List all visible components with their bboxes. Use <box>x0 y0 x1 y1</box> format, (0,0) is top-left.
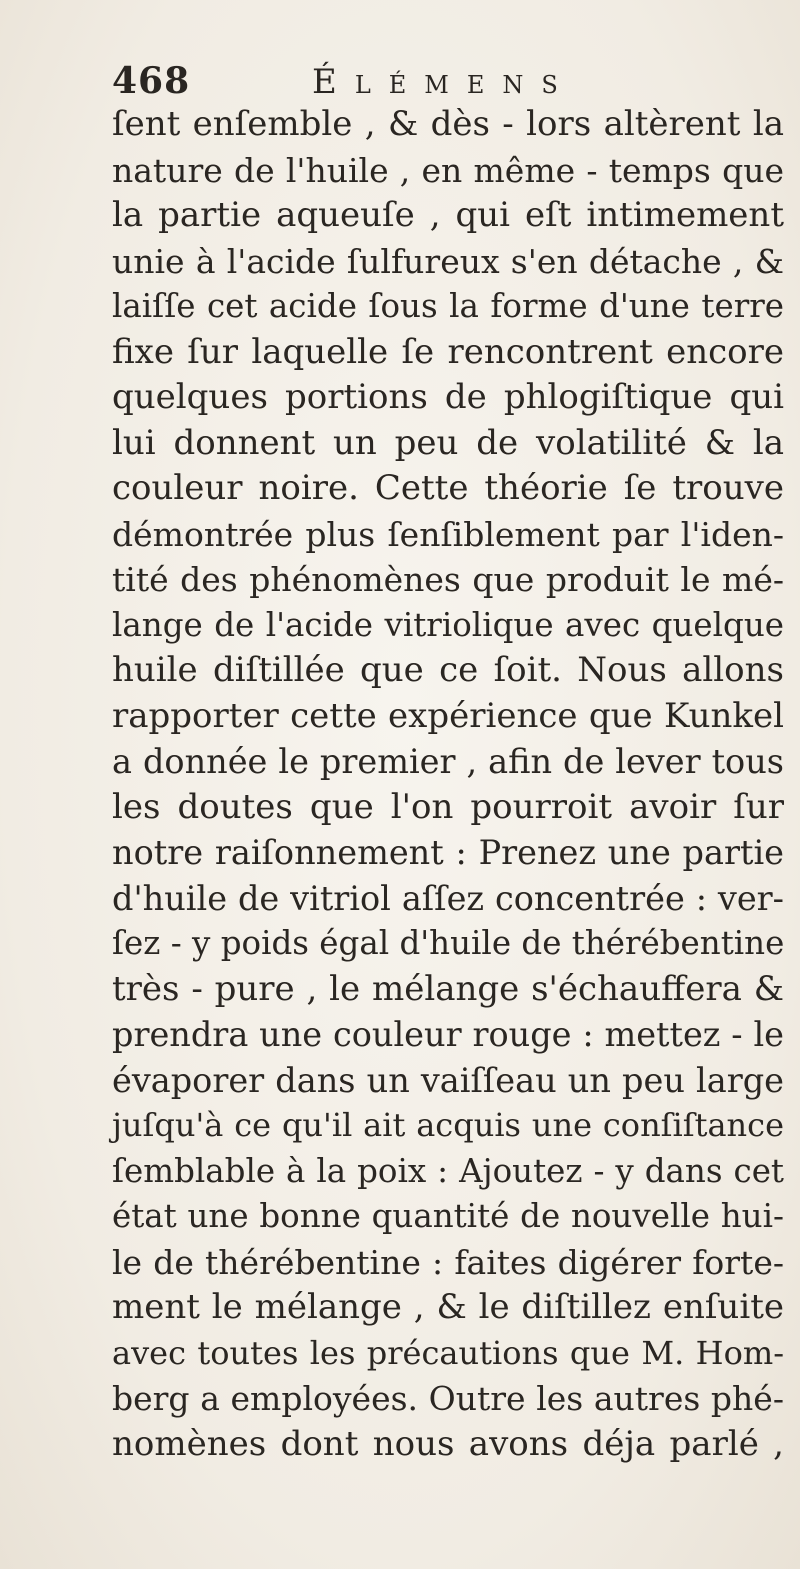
text-line: la partie aqueuſe , qui eſt intimement <box>112 195 784 235</box>
running-head: Élémens <box>312 62 576 102</box>
text-line: ſemblable à la poix : Ajoutez - y dans cet <box>112 1151 784 1190</box>
text-line: berg a employées. Outre les autres phé- <box>112 1379 784 1418</box>
text-line: couleur noire. Cette théorie ſe trouve <box>112 468 784 508</box>
body-text <box>112 102 792 1467</box>
text-line: d'huile de vitriol aſſez concentrée : ver- <box>112 878 784 918</box>
text-line: fixe ſur laquelle ſe rencontrent encore <box>112 331 784 372</box>
text-line: rapporter cette expérience que Kunkel <box>112 695 784 736</box>
text-line: avec toutes les précautions que M. Hom- <box>112 1333 784 1372</box>
text-line: huile diſtillée que ce ſoit. Nous allons <box>112 650 784 690</box>
text-line: ſez - y poids égal d'huile de thérébentine <box>112 924 785 962</box>
text-line: quelques portions de phlogiſtique qui <box>112 377 784 417</box>
text-line: prendra une couleur rouge : mettez - le <box>112 1015 784 1054</box>
text-line: unie à l'acide ſulfureux s'en détache , & <box>112 241 784 281</box>
text-line: lange de l'acide vitriolique avec quelque <box>112 605 784 644</box>
page-number: 468 <box>112 60 191 102</box>
text-line: notre raiſonnement : Prenez une partie <box>112 833 784 872</box>
text-line: les doutes que l'on pourroit avoir ſur <box>112 786 784 827</box>
text-line: le de thérébentine : faites digérer forte- <box>112 1242 784 1282</box>
text-line: évaporer dans un vaiſſeau un peu large <box>112 1060 784 1100</box>
text-line: ment le mélange , & le diſtillez enſuite <box>112 1287 784 1327</box>
text-line: ſent enſemble , & dès - lors altèrent la <box>112 104 784 144</box>
text-line: tité des phénomènes que produit le mé- <box>112 560 784 599</box>
text-line: a donnée le premier , afin de lever tous <box>112 742 784 781</box>
text-line: juſqu'à ce qu'il ait acquis une conſiſtance <box>112 1106 784 1144</box>
text-line: état une bonne quantité de nouvelle hui- <box>112 1197 784 1235</box>
text-line: nature de l'huile , en même - temps que <box>112 150 784 190</box>
text-line: très - pure , le mélange s'échauffera & <box>112 968 784 1009</box>
page-header <box>112 58 672 108</box>
text-line: laiſſe cet acide ſous la forme d'une terre <box>112 287 784 325</box>
text-line: lui donnent un peu de volatilité & la <box>112 422 784 463</box>
text-line: démontrée plus ſenſiblement par l'iden- <box>112 514 784 554</box>
text-line: nomènes dont nous avons déja parlé , <box>112 1423 784 1464</box>
